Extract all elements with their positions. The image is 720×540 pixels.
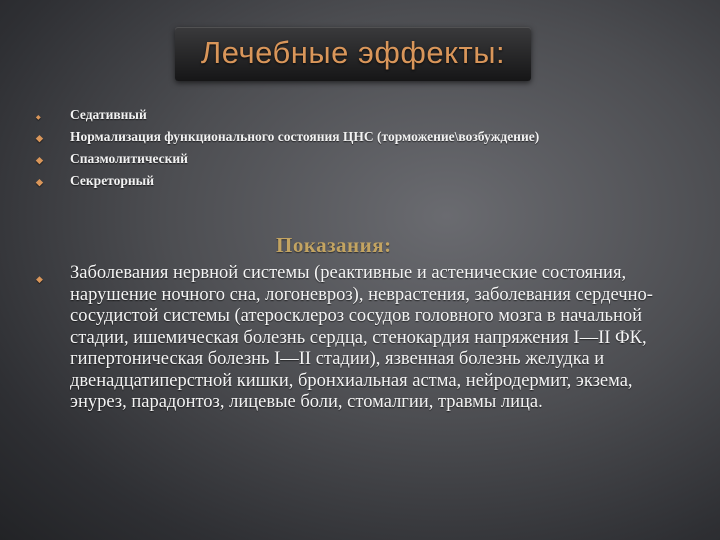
list-item (36, 107, 556, 122)
list-item (36, 173, 556, 188)
list-item (36, 263, 666, 414)
bullet-icon: ◆ (36, 274, 43, 284)
list-item (36, 151, 556, 166)
list-item-text: Нормализация функционального состояния ЦНС (торможение\возбуждение) (70, 129, 540, 144)
bullet-icon: ◆ (36, 155, 43, 165)
indications-list (36, 263, 666, 414)
indications-heading: Показания: (276, 233, 392, 257)
list-item-text: Спазмолитический (70, 151, 188, 166)
slide-title: Лечебные эффекты: (200, 35, 506, 70)
list-item-text: Седативный (70, 107, 147, 122)
bullet-icon: ◆ (36, 177, 43, 187)
bullet-icon: ◆ (36, 115, 41, 121)
list-item-text: Заболевания нервной системы (реактивные и астенические состояния, нарушение ночного сна, логоневроз), неврастения, заболевания сердечно-сосудистой системы (атеросклероз сосудов головного мозга в начальной стадии, ишемическая болезнь сердца, стенокардия напряжения I—II ФК, гипертоническая болезнь I—II стадии), язвенная болезнь желудка и двенадцатиперстной кишки, бронхиальная астма, нейродермит, экзема, энурез, парадонтоз, лицевые боли, стомалгии, травмы лица. (70, 263, 653, 412)
bullet-icon: ◆ (36, 133, 43, 143)
list-item (36, 129, 556, 144)
list-item-text: Секреторный (70, 173, 154, 188)
effects-list (36, 107, 556, 195)
